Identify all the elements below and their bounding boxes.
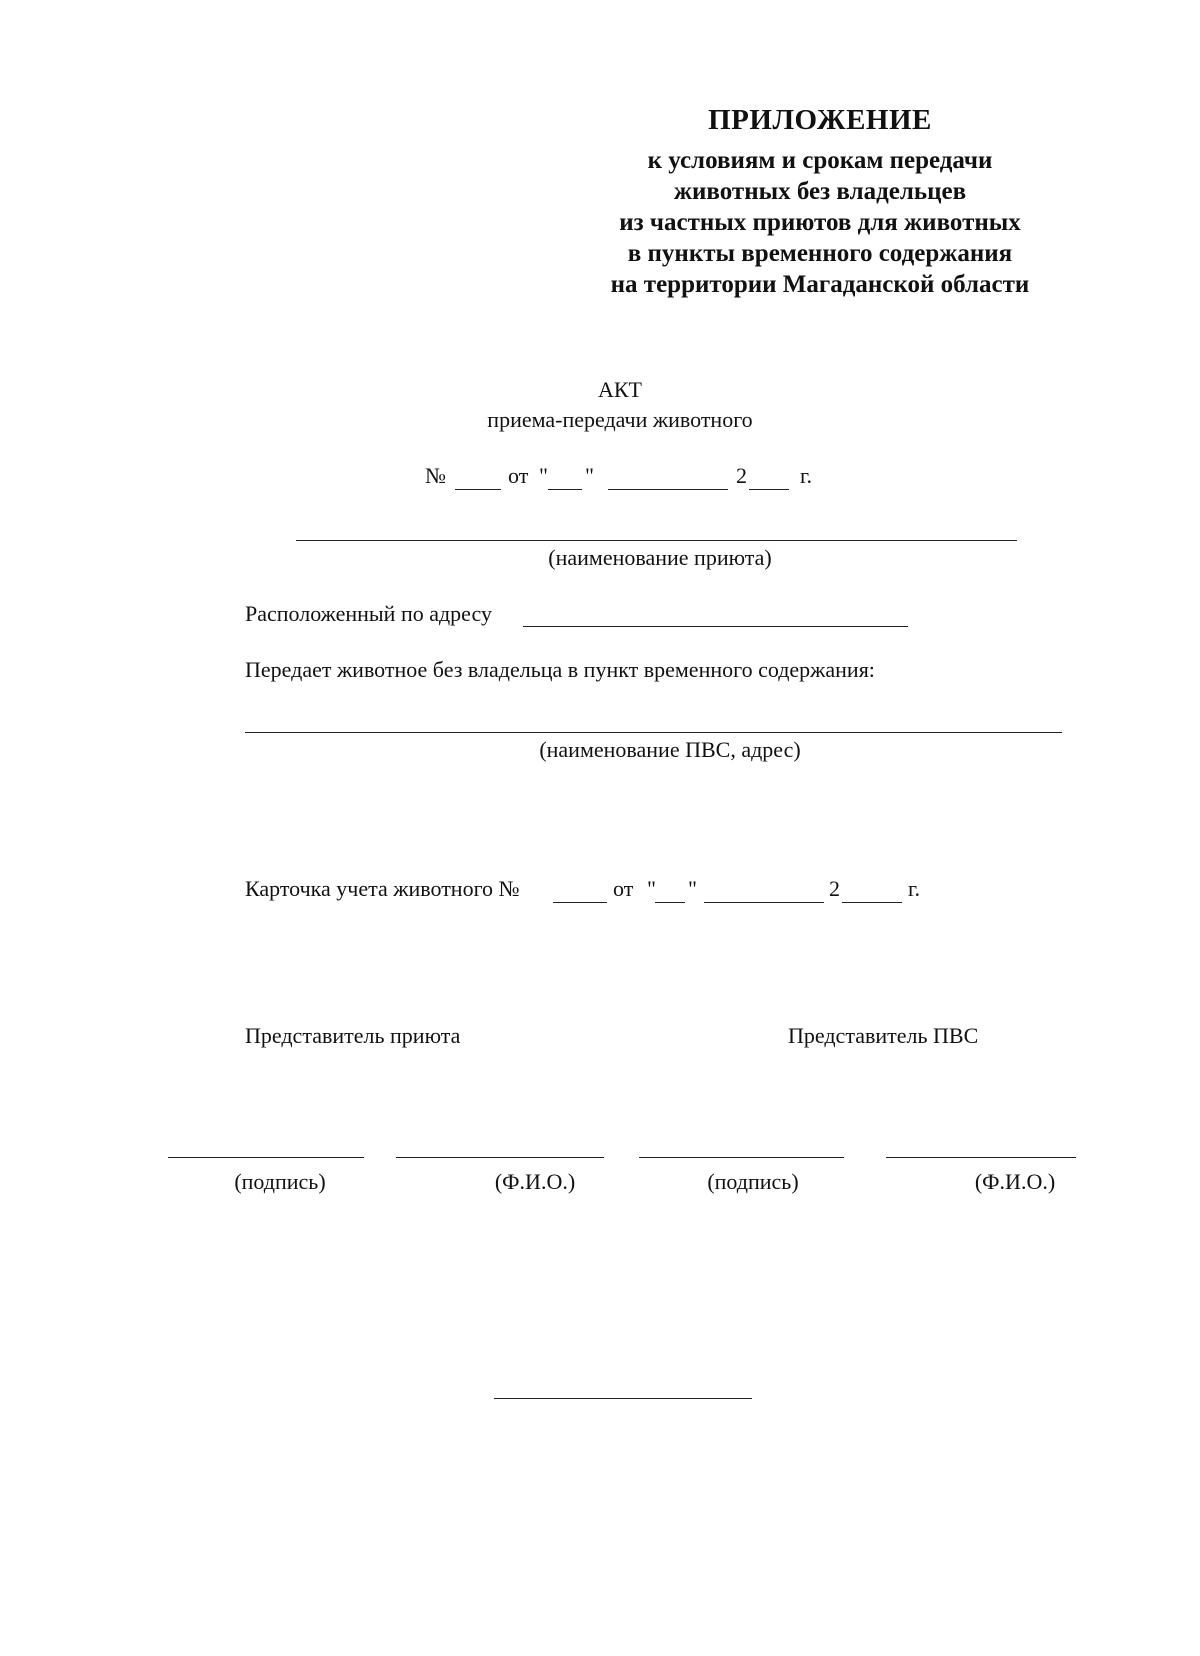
pvs-fio-field[interactable] bbox=[886, 1157, 1076, 1158]
pvs-fio-caption: (Ф.И.О.) bbox=[974, 1169, 1056, 1194]
card-from-label: от bbox=[613, 876, 634, 901]
shelter-representative-label: Представитель приюта bbox=[245, 1023, 461, 1048]
pvs-signature-caption: (подпись) bbox=[707, 1169, 799, 1194]
pvs-name-address-field[interactable] bbox=[245, 732, 1062, 733]
appendix-heading bbox=[560, 104, 1080, 300]
shelter-signature-field[interactable] bbox=[168, 1157, 364, 1158]
pvs-caption: (наименование ПВС, адрес) bbox=[539, 737, 801, 762]
shelter-signature-caption: (подпись) bbox=[234, 1169, 326, 1194]
card-year-suffix: г. bbox=[908, 876, 921, 901]
appendix-subtitle-line: к условиям и срокам передачи bbox=[647, 147, 993, 174]
appendix-subtitle-line: животных без владельцев bbox=[673, 178, 967, 205]
card-year-field[interactable] bbox=[842, 902, 902, 903]
appendix-subtitle-line: из частных приютов для животных bbox=[619, 209, 1021, 236]
transfer-text: Передает животное без владельца в пункт временного содержания: bbox=[245, 657, 875, 682]
year-suffix: г. bbox=[800, 463, 813, 488]
pvs-signature-field[interactable] bbox=[639, 1157, 844, 1158]
act-number-field[interactable] bbox=[455, 489, 501, 490]
card-quote-open: " bbox=[647, 876, 656, 901]
shelter-fio-caption: (Ф.И.О.) bbox=[494, 1169, 576, 1194]
number-sign: № bbox=[425, 463, 446, 488]
shelter-address-field[interactable] bbox=[523, 626, 908, 627]
act-day-field[interactable] bbox=[548, 489, 582, 490]
quote-close: " bbox=[585, 463, 594, 488]
act-month-field[interactable] bbox=[608, 489, 728, 490]
appendix-subtitle-line: на территории Магаданской области bbox=[610, 271, 1030, 298]
quote-open: " bbox=[539, 463, 548, 488]
act-title: АКТ bbox=[598, 377, 642, 402]
act-year-field[interactable] bbox=[749, 489, 789, 490]
shelter-name-field[interactable] bbox=[296, 540, 1017, 541]
card-quote-close: " bbox=[688, 876, 697, 901]
date-from-label: от bbox=[508, 463, 529, 488]
card-day-field[interactable] bbox=[655, 902, 685, 903]
shelter-fio-field[interactable] bbox=[396, 1157, 604, 1158]
card-year-prefix: 2 bbox=[829, 876, 840, 901]
card-month-field[interactable] bbox=[704, 902, 824, 903]
bottom-separator bbox=[494, 1398, 752, 1399]
act-subtitle: приема-передачи животного bbox=[487, 407, 753, 432]
card-label: Карточка учета животного № bbox=[245, 876, 520, 901]
card-number-field[interactable] bbox=[553, 902, 607, 903]
year-prefix: 2 bbox=[736, 463, 747, 488]
appendix-subtitle-line: в пункты временного содержания bbox=[627, 240, 1013, 267]
pvs-representative-label: Представитель ПВС bbox=[788, 1023, 979, 1048]
shelter-name-caption: (наименование приюта) bbox=[548, 545, 772, 570]
address-label: Расположенный по адресу bbox=[245, 601, 492, 626]
appendix-title: ПРИЛОЖЕНИЕ bbox=[708, 104, 932, 136]
